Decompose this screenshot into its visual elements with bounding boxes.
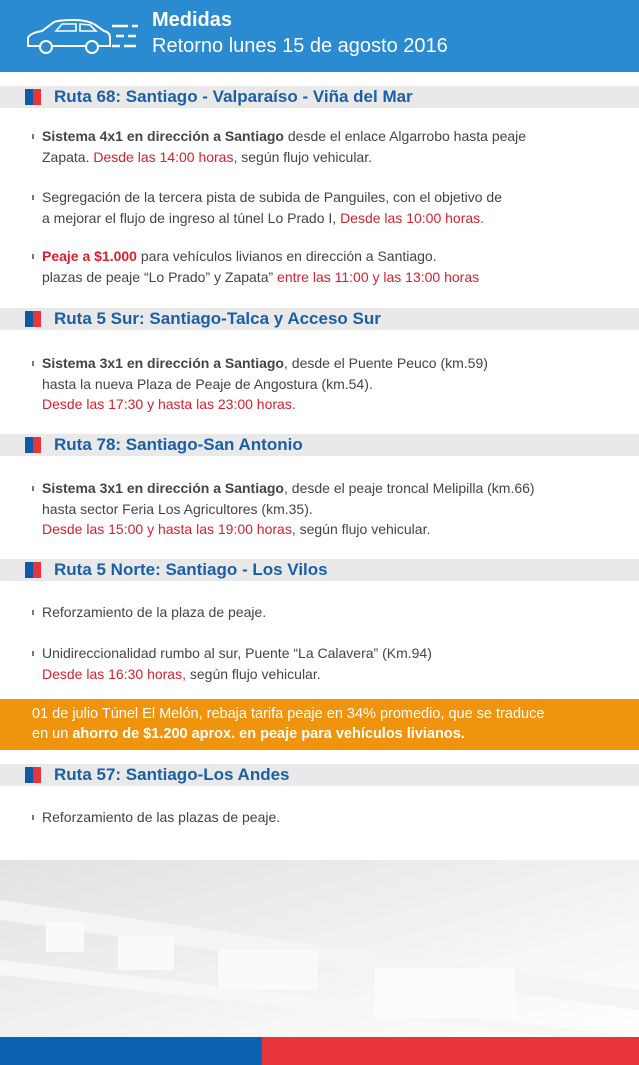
measure-line (32, 478, 622, 499)
flag-footer-bar (0, 1037, 639, 1065)
highlighted-text: Desde las 14:00 horas, (93, 148, 238, 165)
route-header (0, 308, 639, 330)
chile-flag-icon (25, 89, 41, 105)
highlighted-text: entre las 11:00 y las 13:00 horas (277, 268, 480, 285)
text-segment: desde el enlace Algarrobo hasta peaje (284, 128, 527, 144)
measure-item (32, 478, 622, 540)
chile-flag-icon (25, 767, 41, 783)
text-segment: Zapata. (42, 148, 94, 165)
route-title: Ruta 78: Santiago-San Antonio (54, 435, 303, 454)
highlighted-text: Peaje a $1.000 (42, 248, 137, 264)
measure-line (32, 519, 622, 540)
measure-line (32, 126, 622, 147)
text-segment: Unidireccionalidad rumbo al sur, Puente “La Calavera” (Km.94) (42, 645, 432, 661)
measure-line (32, 147, 622, 168)
notice-prefix: en un (32, 726, 73, 742)
measure-line (32, 643, 622, 664)
measure-item (32, 187, 622, 228)
notice-banner (0, 699, 639, 750)
notice-highlight: ahorro de $1.200 aprox. en peaje para vehículos livianos. (72, 726, 465, 742)
route-title: Ruta 5 Sur: Santiago-Talca y Acceso Sur (54, 309, 381, 328)
route-header (0, 764, 639, 786)
text-segment: hasta la nueva Plaza de Peaje de Angostura (km.54). (42, 375, 373, 392)
text-segment: Segregación de la tercera pista de subida de Panguiles, con el objetivo de (42, 189, 502, 205)
route-title: Ruta 5 Norte: Santiago - Los Vilos (54, 560, 328, 579)
route-header (0, 559, 639, 581)
footer-blue-stripe (0, 1037, 262, 1065)
chile-flag-icon (25, 562, 41, 578)
measure-item (32, 126, 622, 167)
measure-line (32, 664, 622, 685)
route-header (0, 434, 639, 456)
route-title: Ruta 68: Santiago - Valparaíso - Viña del Mar (54, 87, 413, 106)
measure-line (32, 353, 622, 374)
measure-line (32, 374, 622, 395)
notice-line-2 (32, 724, 639, 744)
text-segment: hasta sector Feria Los Agricultores (km.35). (42, 500, 313, 517)
text-segment: , según flujo vehicular. (291, 521, 431, 537)
chile-flag-icon (25, 311, 41, 327)
text-segment: Reforzamiento de las plazas de peaje. (42, 809, 281, 825)
highlighted-text: Sistema 3x1 en dirección a Santiago (42, 355, 284, 371)
route-title: Ruta 57: Santiago-Los Andes (54, 765, 290, 784)
highlighted-text: Desde las 17:30 y hasta las 23:00 horas. (42, 396, 296, 412)
measure-item (32, 643, 622, 684)
measure-item (32, 602, 622, 623)
text-segment: para vehículos livianos en dirección a Santiago. (136, 248, 437, 264)
text-segment: plazas de peaje “Lo Prado” y Zapata” (42, 268, 278, 285)
highlighted-text: Desde las 16:30 horas, (42, 665, 186, 682)
measure-item (32, 353, 622, 415)
header-title: Medidas (152, 9, 233, 31)
highlighted-text: Sistema 4x1 en dirección a Santiago (42, 128, 284, 144)
text-segment: según flujo vehicular. (237, 148, 372, 165)
highlighted-text: Desde las 10:00 horas. (340, 209, 485, 226)
chile-flag-icon (25, 437, 41, 453)
measure-line (32, 267, 622, 288)
measure-line (32, 246, 622, 267)
text-segment: según flujo vehicular. (185, 665, 321, 682)
measure-line (32, 187, 622, 208)
route-header (0, 86, 639, 108)
text-segment: Reforzamiento de la plaza de peaje. (42, 604, 267, 620)
text-segment: , desde el peaje troncal Melipilla (km.66) (284, 480, 535, 496)
text-segment: , desde el Puente Peuco (km.59) (284, 355, 488, 371)
measure-line (32, 807, 622, 828)
measure-line (32, 602, 622, 623)
car-icon (24, 18, 142, 56)
highlighted-text: Sistema 3x1 en dirección a Santiago (42, 480, 284, 496)
highway-background-graphic (0, 860, 639, 1037)
text-segment: a mejorar el flujo de ingreso al túnel Lo Prado I, (42, 209, 341, 226)
measure-item (32, 807, 622, 828)
header-subtitle: Retorno lunes 15 de agosto 2016 (152, 35, 448, 57)
measure-line (32, 208, 622, 229)
measure-line (32, 499, 622, 520)
highlighted-text: Desde las 15:00 y hasta las 19:00 horas (42, 521, 292, 537)
notice-line-1: 01 de julio Túnel El Melón, rebaja tarifa peaje en 34% promedio, que se traduce (32, 706, 545, 722)
header-banner (0, 0, 639, 72)
measure-line (32, 394, 622, 415)
measure-item (32, 246, 622, 287)
footer-red-stripe (262, 1037, 639, 1065)
